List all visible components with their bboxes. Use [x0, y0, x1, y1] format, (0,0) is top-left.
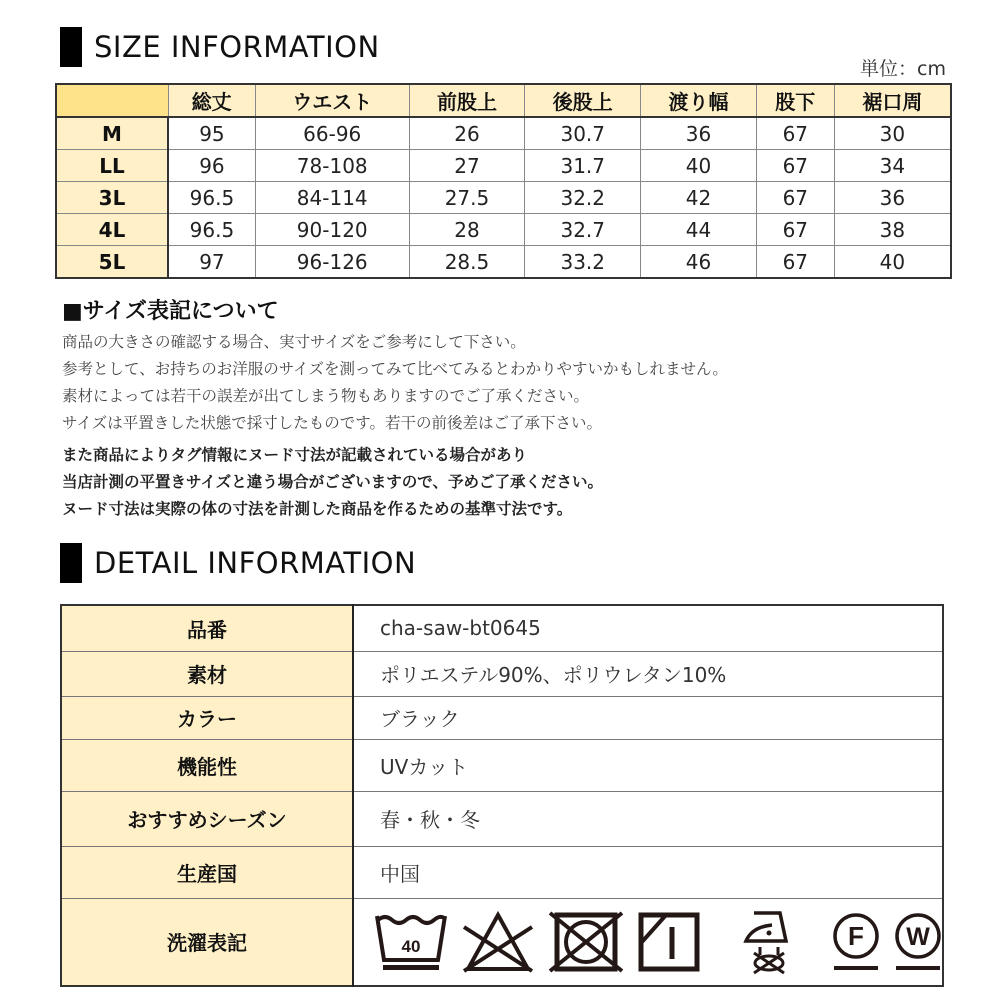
cell: 36 [834, 182, 951, 214]
table-row [56, 150, 951, 182]
table-row [61, 846, 943, 898]
cell: 67 [756, 117, 834, 150]
cell: 44 [641, 214, 757, 246]
corner-cell [56, 84, 168, 117]
cell: 96.5 [168, 214, 255, 246]
table-row [56, 246, 951, 279]
note-line: 素材によっては若干の誤差が出てしまう物もありますのでご了承ください。 [62, 387, 590, 405]
cell: 46 [641, 246, 757, 279]
detail-label: おすすめシーズン [61, 791, 353, 846]
cell: 32.2 [525, 182, 641, 214]
cell: 27 [409, 150, 525, 182]
detail-section-title: DETAIL INFORMATION [94, 546, 417, 580]
svg-text:F: F [848, 920, 864, 951]
column-header: ウエスト [255, 84, 409, 117]
column-header: 前股上 [409, 84, 525, 117]
size-label: 3L [56, 182, 168, 214]
detail-label: 機能性 [61, 739, 353, 791]
size-table-header [56, 84, 951, 117]
cell: 31.7 [525, 150, 641, 182]
detail-label: 生産国 [61, 846, 353, 898]
size-label: 4L [56, 214, 168, 246]
cell: 67 [756, 214, 834, 246]
line-dry-shade-icon [638, 911, 700, 973]
size-label: M [56, 117, 168, 150]
detail-value: 中国 [353, 846, 943, 898]
cell: 40 [641, 150, 757, 182]
note-bold-line: また商品によりタグ情報にヌード寸法が記載されている場合があり [62, 446, 528, 464]
cell: 28 [409, 214, 525, 246]
cell: 36 [641, 117, 757, 150]
cell: 27.5 [409, 182, 525, 214]
cell: 90-120 [255, 214, 409, 246]
cell: 96.5 [168, 182, 255, 214]
column-header: 股下 [756, 84, 834, 117]
cell: 84-114 [255, 182, 409, 214]
care-label: 洗濯表記 [61, 898, 353, 986]
section-bar-icon [60, 543, 82, 583]
unit-label: 単位：cm [860, 58, 946, 80]
no-tumble-dry-icon [548, 911, 624, 973]
detail-label: 素材 [61, 651, 353, 696]
table-row [56, 182, 951, 214]
detail-section-header [60, 543, 416, 583]
cell: 34 [834, 150, 951, 182]
detail-value: cha-saw-bt0645 [353, 605, 943, 651]
cell: 30.7 [525, 117, 641, 150]
detail-value: UVカット [353, 739, 943, 791]
cell: 28.5 [409, 246, 525, 279]
wet-clean-w-gentle-icon [894, 912, 942, 972]
cell: 66-96 [255, 117, 409, 150]
detail-label: 品番 [61, 605, 353, 651]
care-symbols [353, 898, 943, 986]
cell: 97 [168, 246, 255, 279]
cell: 42 [641, 182, 757, 214]
cell: 96-126 [255, 246, 409, 279]
cell: 78-108 [255, 150, 409, 182]
no-bleach-icon [462, 911, 534, 973]
cell: 95 [168, 117, 255, 150]
table-row [56, 214, 951, 246]
svg-text:40: 40 [401, 936, 421, 956]
size-section-header [60, 27, 380, 67]
column-header: 裾口周 [834, 84, 951, 117]
notes-heading: ■サイズ表記について [62, 299, 279, 324]
detail-value: ポリエステル90%、ポリウレタン10% [353, 651, 943, 696]
cell: 38 [834, 214, 951, 246]
detail-table [60, 604, 944, 987]
cell: 67 [756, 246, 834, 279]
section-bar-icon [60, 27, 82, 67]
table-row [56, 117, 951, 150]
cell: 67 [756, 150, 834, 182]
cell: 96 [168, 150, 255, 182]
wash-40-icon [374, 912, 448, 972]
svg-text:W: W [906, 922, 930, 951]
table-row [61, 605, 943, 651]
table-row [61, 651, 943, 696]
column-header: 後股上 [525, 84, 641, 117]
detail-value: 春・秋・冬 [353, 791, 943, 846]
size-label: LL [56, 150, 168, 182]
size-table [55, 83, 952, 279]
cell: 33.2 [525, 246, 641, 279]
note-bold-line: 当店計測の平置きサイズと違う場合がございますので、予めご了承ください。 [62, 473, 603, 491]
column-header: 総丈 [168, 84, 255, 117]
table-row [61, 791, 943, 846]
column-header: 渡り幅 [641, 84, 757, 117]
cell: 67 [756, 182, 834, 214]
note-line: 商品の大きさの確認する場合、実寸サイズをご参考にして下さい。 [62, 333, 526, 351]
note-line: 参考として、お持ちのお洋服のサイズを測ってみて比べてみるとわかりやすいかもしれません。 [62, 360, 728, 378]
dry-clean-f-gentle-icon [832, 912, 880, 972]
cell: 32.7 [525, 214, 641, 246]
iron-no-steam-icon [742, 909, 796, 975]
size-notes [62, 294, 728, 523]
care-row [61, 898, 943, 986]
cell: 26 [409, 117, 525, 150]
detail-value: ブラック [353, 696, 943, 739]
size-label: 5L [56, 246, 168, 279]
cell: 30 [834, 117, 951, 150]
cell: 40 [834, 246, 951, 279]
note-line: サイズは平置きした状態で採寸したものです。若干の前後差はご了承下さい。 [62, 414, 603, 432]
note-bold-line: ヌード寸法は実際の体の寸法を計測した商品を作るための基準寸法です。 [62, 500, 573, 518]
table-row [61, 696, 943, 739]
size-section-title: SIZE INFORMATION [94, 30, 380, 64]
detail-label: カラー [61, 696, 353, 739]
table-row [61, 739, 943, 791]
